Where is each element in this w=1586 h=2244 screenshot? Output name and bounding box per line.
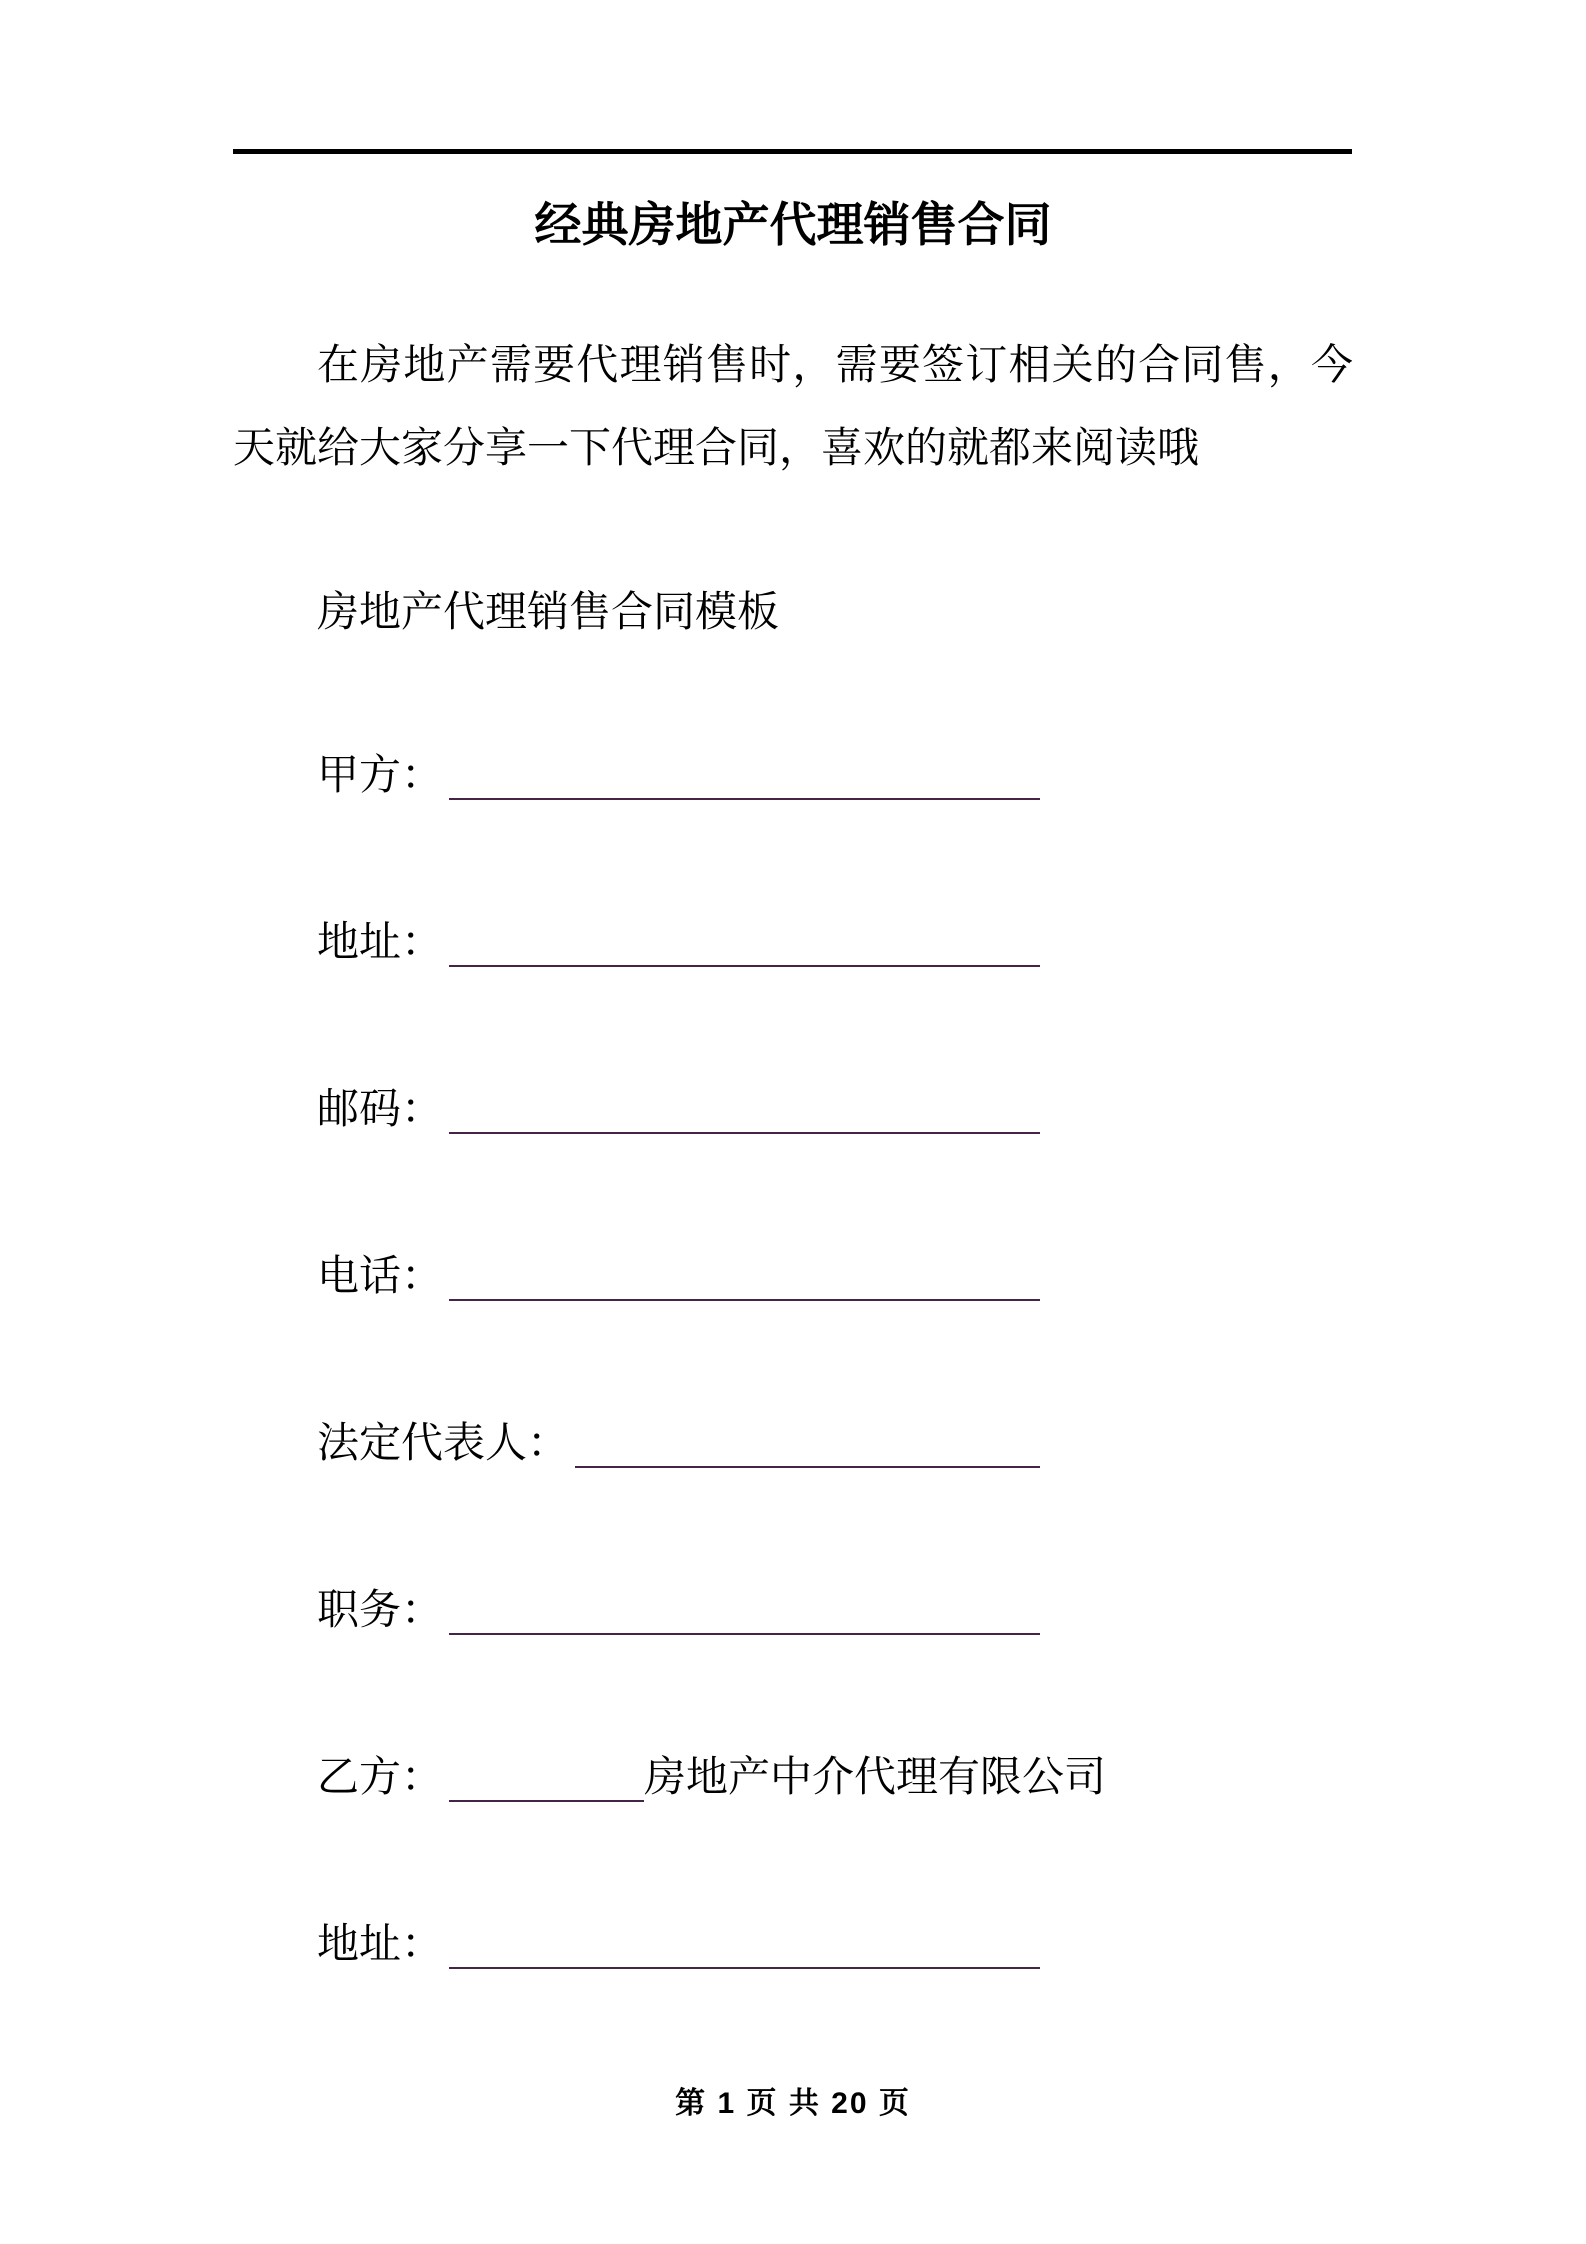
blank-underline[interactable]: [449, 1569, 1040, 1635]
field-label: 地址：: [317, 1922, 444, 1968]
field-label: 职务：: [317, 1588, 444, 1634]
header-rule: [233, 149, 1352, 154]
field-label: 乙方：: [317, 1755, 444, 1801]
form-fields: [233, 734, 1107, 2070]
field-label: 甲方：: [317, 753, 444, 799]
blank-underline[interactable]: [449, 1736, 644, 1802]
blank-underline[interactable]: [449, 901, 1040, 967]
document-title: 经典房地产代理销售合同: [534, 200, 1052, 252]
form-field-row: [233, 734, 1040, 901]
field-label: 邮码：: [317, 1087, 444, 1133]
field-label: 法定代表人：: [317, 1421, 570, 1467]
form-field-row: [233, 1736, 1107, 1903]
page-number: 第 1 页 共 20 页: [675, 2087, 911, 2120]
form-field-row: [233, 1569, 1040, 1736]
blank-underline[interactable]: [449, 1903, 1040, 1969]
field-suffix: 房地产中介代理有限公司: [644, 1755, 1107, 1801]
blank-underline[interactable]: [449, 734, 1040, 800]
form-field-row: [233, 901, 1040, 1068]
intro-paragraph: 在房地产需要代理销售时，需要签订相关的合同售，今天就给大家分享一下代理合同，喜欢的就都来阅读哦: [233, 343, 1353, 472]
form-field-row: [233, 1402, 1040, 1569]
template-heading: 房地产代理销售合同模板: [317, 590, 780, 636]
blank-underline[interactable]: [449, 1068, 1040, 1134]
form-field-row: [233, 1903, 1040, 2070]
form-field-row: [233, 1235, 1040, 1402]
blank-underline[interactable]: [449, 1235, 1040, 1301]
blank-underline[interactable]: [575, 1402, 1040, 1468]
form-field-row: [233, 1068, 1040, 1235]
field-label: 电话：: [317, 1254, 444, 1300]
field-label: 地址：: [317, 920, 444, 966]
